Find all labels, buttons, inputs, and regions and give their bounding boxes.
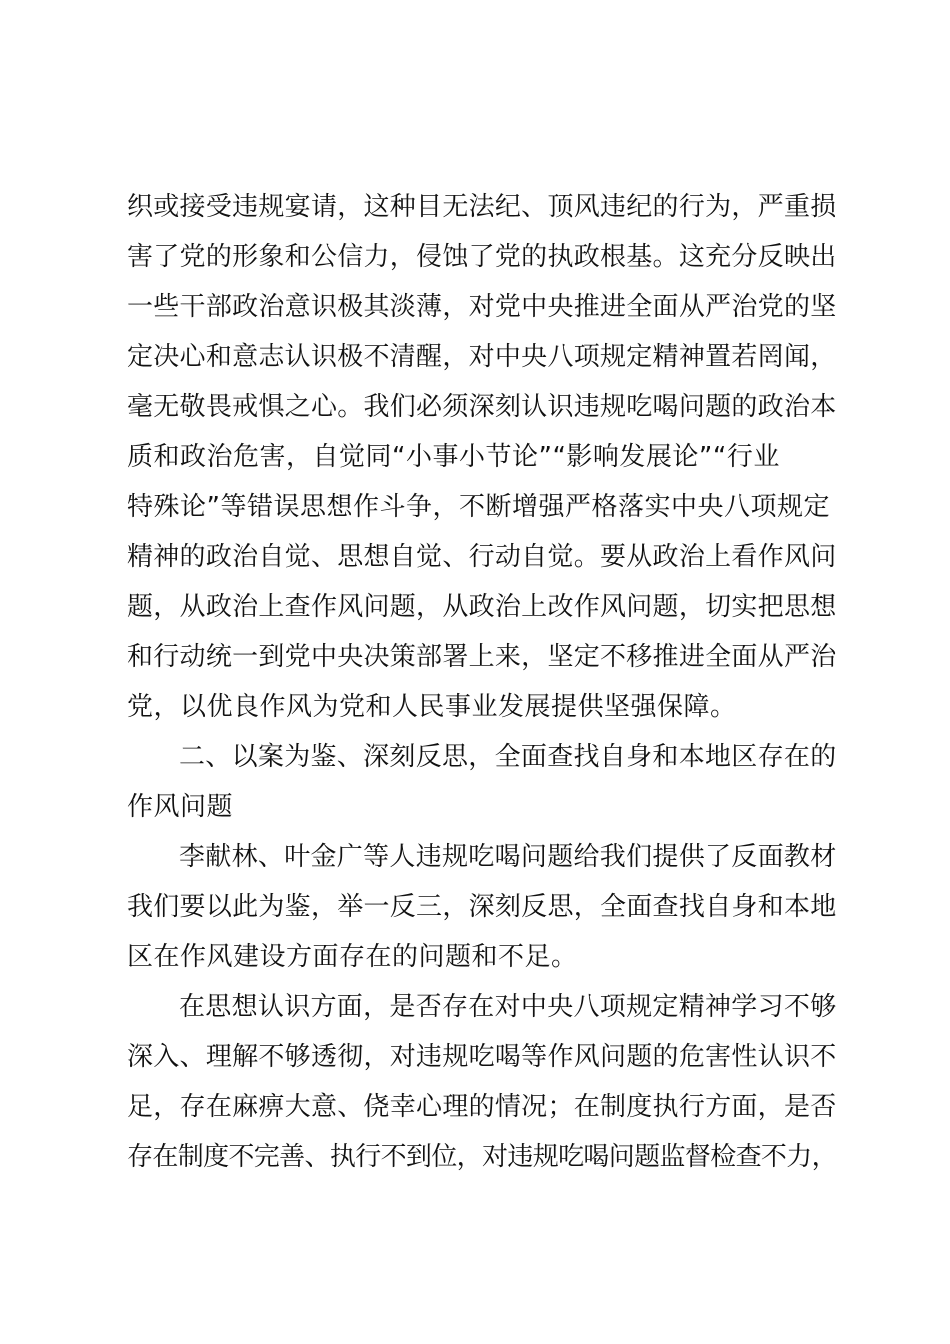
text-line: 党，以优良作风为党和人民事业发展提供坚强保障。 bbox=[127, 692, 737, 722]
text-line: 精神的政治自觉、思想自觉、行动自觉。要从政治上看作风问 bbox=[127, 542, 837, 572]
text-line: 深入、理解不够透彻，对违规吃喝等作风问题的危害性认识不 bbox=[127, 1042, 837, 1072]
text-line: 定决心和意志认识极不清醒，对中央八项规定精神置若罔闻， bbox=[127, 342, 837, 372]
paragraph-first-line: 在思想认识方面，是否存在对中央八项规定精神学习不够 bbox=[179, 992, 837, 1022]
section-heading-continued: 作风问题 bbox=[127, 792, 234, 822]
text-line: 毫无敬畏戒惧之心。我们必须深刻认识违规吃喝问题的政治本 bbox=[127, 392, 837, 422]
text-line: 存在制度不完善、执行不到位，对违规吃喝问题监督检查不力， bbox=[127, 1142, 838, 1172]
text-line: 害了党的形象和公信力，侵蚀了党的执政根基。这充分反映出 bbox=[127, 242, 837, 272]
section-heading: 二、以案为鉴、深刻反思，全面查找自身和本地区存在的 bbox=[179, 742, 837, 772]
text-line: 一些干部政治意识极其淡薄，对党中央推进全面从严治党的坚 bbox=[127, 292, 837, 322]
text-line: 足，存在麻痹大意、侥幸心理的情况；在制度执行方面，是否 bbox=[127, 1092, 837, 1122]
text-line: 题，从政治上查作风问题，从政治上改作风问题，切实把思想 bbox=[127, 592, 837, 622]
paragraph-first-line: 李献林、叶金广等人违规吃喝问题给我们提供了反面教材 bbox=[179, 842, 837, 872]
text-line: 质和政治危害，自觉同“小事小节论”“影响发展论”“行业 bbox=[127, 442, 780, 472]
text-line: 和行动统一到党中央决策部署上来，坚定不移推进全面从严治 bbox=[127, 642, 837, 672]
text-line: 我们要以此为鉴，举一反三，深刻反思，全面查找自身和本地 bbox=[127, 892, 837, 922]
text-line: 区在作风建设方面存在的问题和不足。 bbox=[127, 942, 578, 972]
text-line: 特殊论”等错误思想作斗争，不断增强严格落实中央八项规定 bbox=[127, 492, 830, 522]
text-line: 织或接受违规宴请，这种目无法纪、顶风违纪的行为，严重损 bbox=[127, 192, 837, 222]
